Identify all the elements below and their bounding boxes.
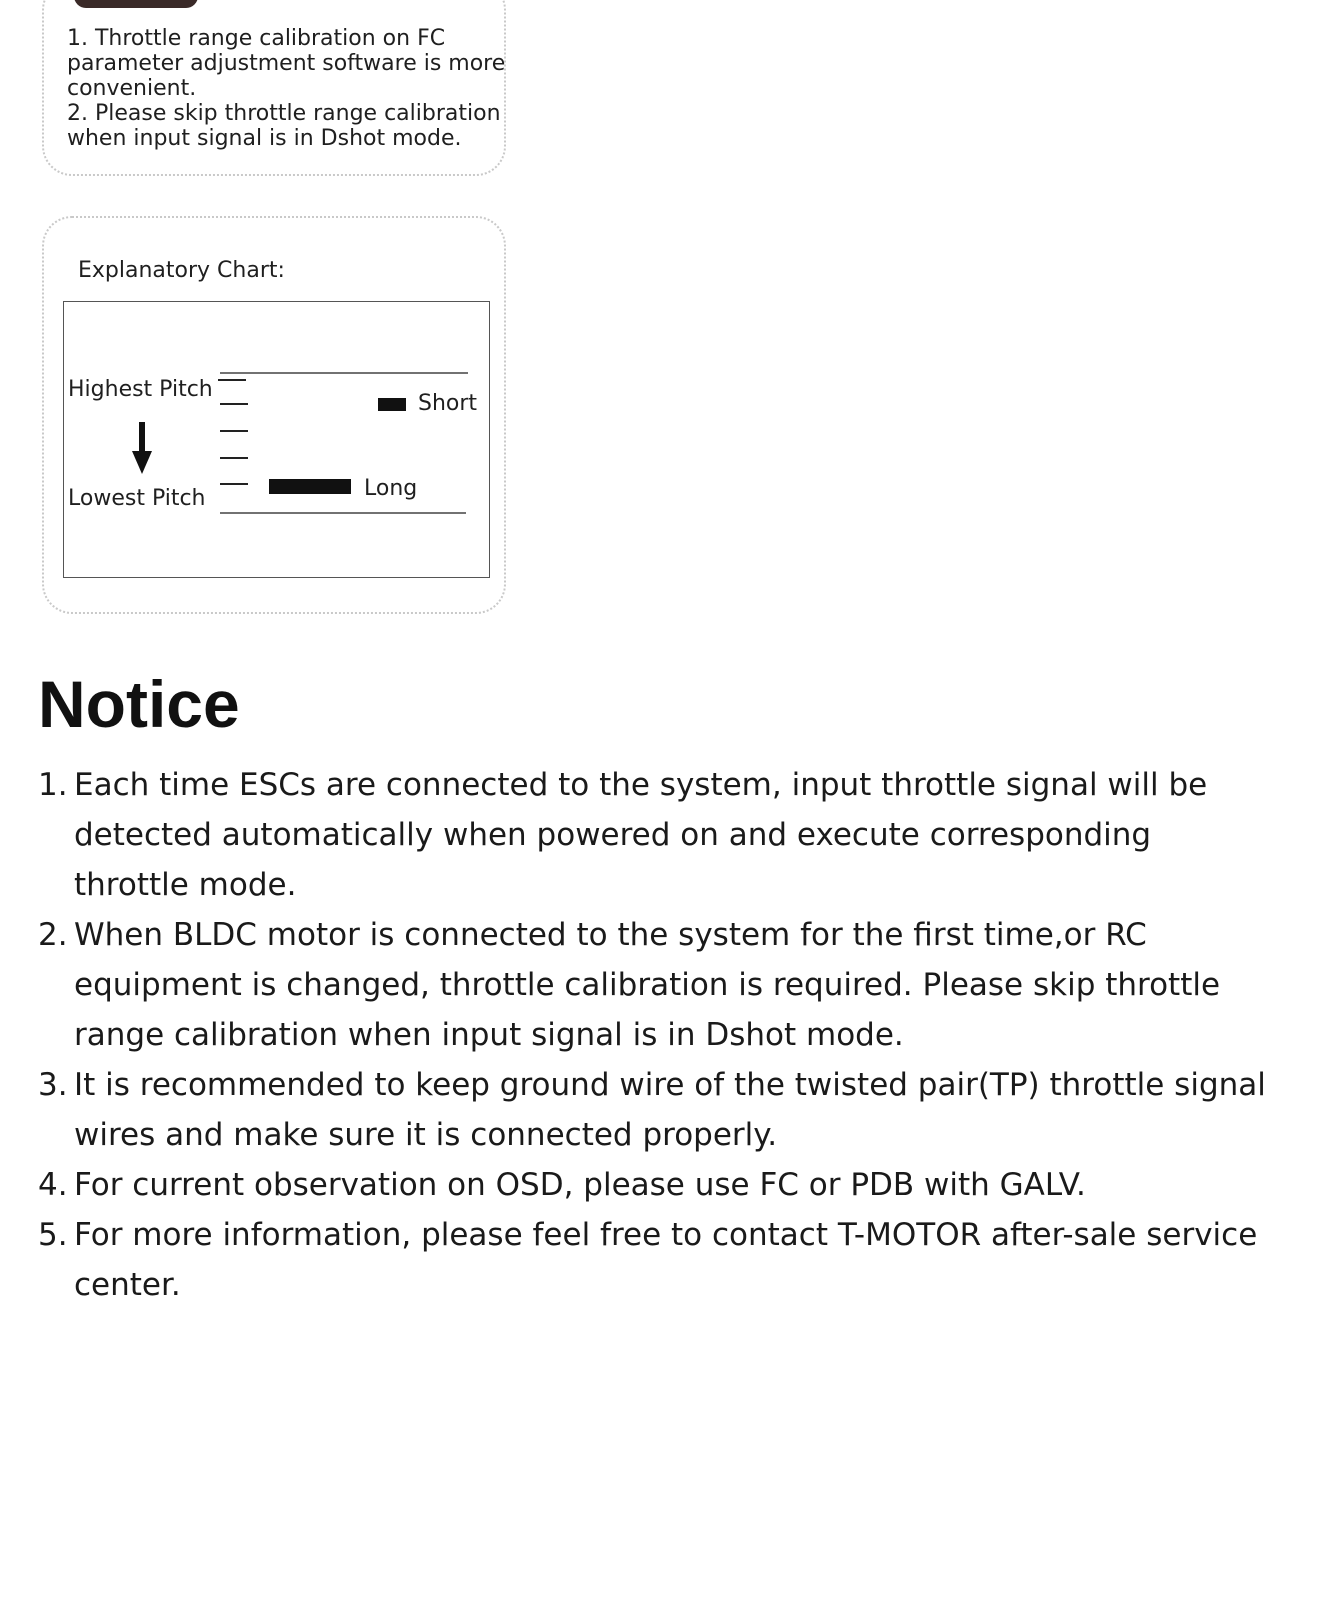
pitch-scale-ticks	[218, 380, 248, 484]
notice-item	[38, 1210, 1268, 1310]
short-label: Short	[418, 391, 478, 416]
note-item-2: 2. Please skip throttle range calibration when input signal is in Dshot mode.	[67, 101, 501, 151]
notice-item-text: Each time ESCs are connected to the system, input throttle signal will be detected automatically when powered on and execute corresponding throttle mode.	[74, 767, 1208, 903]
notice-item-text: When BLDC motor is connected to the system for the first time,or RC equipment is changed, throttle calibration is required. Please skip throttle range calibration when input signal is in Dshot mode.	[74, 917, 1221, 1053]
notice-item-number: 2.	[38, 917, 68, 953]
pitch-diagram	[0, 0, 1320, 620]
notice-item-text: For more information, please feel free to contact T-MOTOR after-sale service center.	[74, 1217, 1258, 1303]
explanatory-chart-title: Explanatory Chart:	[78, 258, 285, 283]
notice-item	[38, 910, 1268, 1060]
notice-item-text: It is recommended to keep ground wire of the twisted pair(TP) throttle signal wires and make sure it is connected properly.	[74, 1067, 1266, 1153]
notice-list	[38, 760, 1268, 1310]
notice-item-number: 1.	[38, 767, 68, 803]
note-item-1: 1. Throttle range calibration on FC parameter adjustment software is more convenient.	[67, 26, 506, 101]
lowest-pitch-label: Lowest Pitch	[68, 486, 206, 511]
highest-pitch-label: Highest Pitch	[68, 377, 213, 402]
notice-item	[38, 760, 1268, 910]
notice-item	[38, 1060, 1268, 1160]
down-arrow-icon	[132, 422, 152, 474]
short-beep-bar	[378, 398, 406, 411]
notice-item-number: 5.	[38, 1217, 68, 1253]
notice-heading: Notice	[38, 667, 240, 741]
long-beep-bar	[269, 479, 351, 494]
notice-item-number: 4.	[38, 1167, 68, 1203]
notice-item-text: For current observation on OSD, please use FC or PDB with GALV.	[74, 1167, 1086, 1203]
long-label: Long	[364, 476, 418, 501]
notice-item	[38, 1160, 1268, 1210]
notice-item-number: 3.	[38, 1067, 68, 1103]
